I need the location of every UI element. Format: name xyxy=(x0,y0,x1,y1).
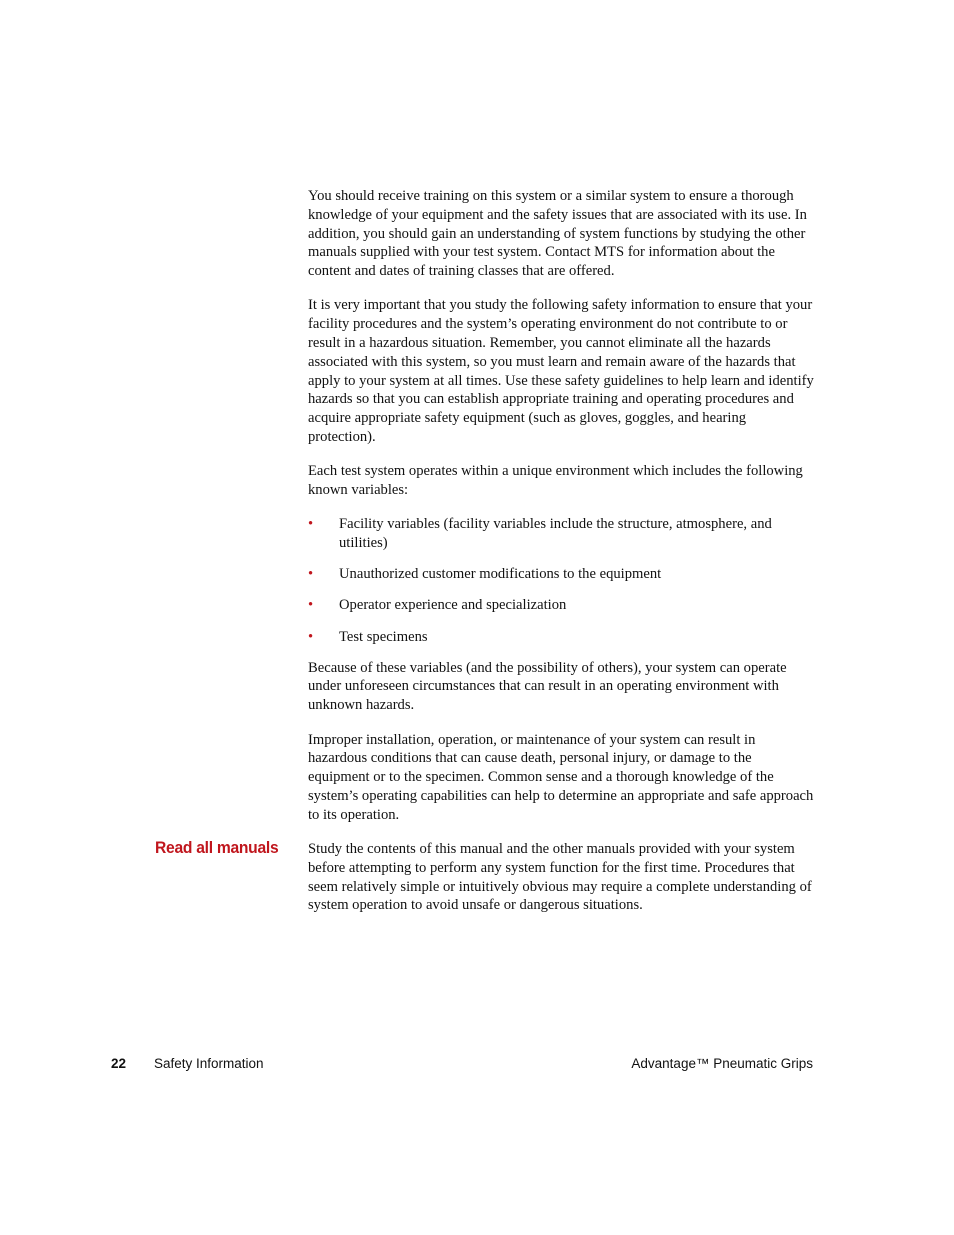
improper-installation-paragraph: Improper installation, operation, or maintenance of your system can result in hazardous conditions that can cause death, personal injury, or damage to the equipment or to the specimen. Common sense and a thorough knowledge of the system’s operating capabilities can help to determine an appropriate and safe approach to its operation. xyxy=(308,731,814,823)
safety-study-paragraph: It is very important that you study the following safety information to ensure that your facility procedures and the system’s operating environment do not contribute to or result in a hazardous situation. Remember, you cannot eliminate all the hazards associated with this system, so you must learn and remain aware of the hazards that apply to your system at all times. Use these safety guidelines to help learn and identify hazards so that you can establish appropriate training and operating procedures and acquire appropriate safety equipment (such as gloves, goggles, and hearing protection). xyxy=(308,297,814,446)
list-item-text: Unauthorized customer modifications to the equipment xyxy=(339,566,662,583)
list-item xyxy=(308,628,814,647)
list-item xyxy=(308,515,814,553)
page-number: 22 xyxy=(111,1056,127,1071)
known-variables-list xyxy=(308,515,814,646)
bullet-icon: • xyxy=(308,566,314,583)
list-item xyxy=(308,565,814,584)
bullet-icon: • xyxy=(308,516,314,533)
training-paragraph: You should receive training on this system or a similar system to ensure a thorough knowledge of your equipment and the safety issues that are associated with its use. In addition, you should gain an understanding of system functions by studying the other manuals supplied with your test system. Contact MTS for information about the content and dates of training classes that are offered. xyxy=(308,188,807,280)
list-item-text: Facility variables (facility variables include the structure, atmosphere, and utilities) xyxy=(339,516,772,552)
footer-document-title: Advantage™ Pneumatic Grips xyxy=(631,1056,813,1071)
list-item-text: Operator experience and specialization xyxy=(339,597,567,614)
bullet-icon: • xyxy=(308,597,314,614)
section-heading-read-all-manuals: Read all manuals xyxy=(155,838,279,857)
unforeseen-circumstances-paragraph: Because of these variables (and the possibility of others), your system can operate under unforeseen circumstances that can result in an operating environment with unknown hazards. xyxy=(308,659,787,714)
bullet-icon: • xyxy=(308,628,314,645)
footer-section-name: Safety Information xyxy=(154,1056,264,1071)
list-item-text: Test specimens xyxy=(339,628,428,645)
body-column xyxy=(308,187,814,840)
list-item xyxy=(308,596,814,615)
variables-intro-paragraph: Each test system operates within a unique environment which includes the following known variables: xyxy=(308,463,803,499)
read-all-manuals-paragraph: Study the contents of this manual and the other manuals provided with your system before attempting to perform any system function for the first time. Procedures that seem relatively simple or intuitively obvious may require a complete understanding of system operation to avoid unsafe or dangerous situations. xyxy=(308,841,812,914)
